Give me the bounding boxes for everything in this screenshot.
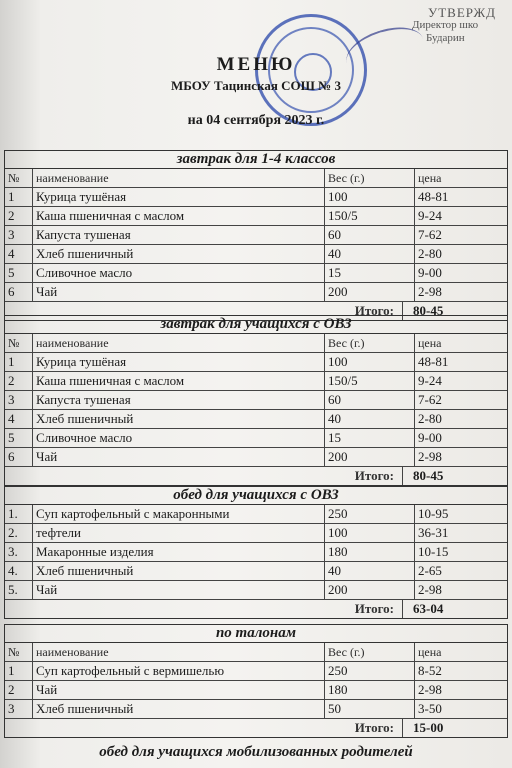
row-weight: 250 <box>325 662 415 680</box>
section-title: обед для учащихся с ОВЗ <box>5 487 507 505</box>
section-coupons <box>4 624 508 738</box>
table-row <box>5 372 507 391</box>
row-num: 5 <box>5 429 33 447</box>
table-row <box>5 391 507 410</box>
row-num: 1 <box>5 662 33 680</box>
section-breakfast-ovz <box>4 315 508 486</box>
section-title: завтрак для 1-4 классов <box>5 151 507 169</box>
col-name-header: наименование <box>33 334 325 352</box>
row-num: 2 <box>5 372 33 390</box>
menu-title: МЕНЮ <box>216 54 296 75</box>
row-num: 3 <box>5 700 33 718</box>
row-name: Чай <box>33 581 325 599</box>
total-value: 80-45 <box>413 303 444 318</box>
row-name: Макаронные изделия <box>33 543 325 561</box>
row-name: Курица тушёная <box>33 188 325 206</box>
col-weight-header: Вес (г.) <box>325 169 415 187</box>
total-row <box>5 467 507 485</box>
row-weight: 250 <box>325 505 415 523</box>
row-name: Суп картофельный с вермишелью <box>33 662 325 680</box>
table-row <box>5 188 507 207</box>
row-weight: 60 <box>325 391 415 409</box>
row-name: Каша пшеничная с маслом <box>33 372 325 390</box>
section-breakfast-1-4 <box>4 150 508 321</box>
row-num: 6 <box>5 448 33 466</box>
table-row <box>5 410 507 429</box>
row-num: 5 <box>5 264 33 282</box>
row-weight: 60 <box>325 226 415 244</box>
section-lunch-ovz <box>4 486 508 619</box>
row-price: 48-81 <box>418 354 449 369</box>
row-weight: 15 <box>325 429 415 447</box>
row-weight: 150/5 <box>325 372 415 390</box>
table-row <box>5 353 507 372</box>
col-num-header: № <box>5 169 33 187</box>
row-weight: 180 <box>325 543 415 561</box>
section-title: завтрак для учащихся с ОВЗ <box>5 316 507 334</box>
approval-title: УТВЕРЖД <box>428 5 497 20</box>
row-price: 9-24 <box>418 208 442 223</box>
table-row <box>5 264 507 283</box>
row-name: Капуста тушеная <box>33 226 325 244</box>
table-row <box>5 581 507 600</box>
row-num: 3 <box>5 226 33 244</box>
row-price: 8-52 <box>418 663 442 678</box>
row-price: 9-00 <box>418 265 442 280</box>
row-price: 2-65 <box>418 563 442 578</box>
table-row <box>5 226 507 245</box>
col-price-header: цена <box>418 645 442 659</box>
row-price: 7-62 <box>418 392 442 407</box>
total-label: Итого: <box>314 600 403 618</box>
row-num: 2 <box>5 207 33 225</box>
row-name: Сливочное масло <box>33 429 325 447</box>
table-row <box>5 662 507 681</box>
total-row <box>5 719 507 737</box>
table-row <box>5 543 507 562</box>
school-name: МБОУ Тацинская СОШ № 3 <box>171 78 341 93</box>
col-name-header: наименование <box>33 169 325 187</box>
row-num: 3. <box>5 543 33 561</box>
table-header <box>5 643 507 662</box>
row-price: 9-00 <box>418 430 442 445</box>
table-row <box>5 524 507 543</box>
row-price: 2-98 <box>418 284 442 299</box>
total-label: Итого: <box>314 719 403 737</box>
total-label: Итого: <box>314 302 403 320</box>
row-num: 3 <box>5 391 33 409</box>
row-name: Чай <box>33 681 325 699</box>
row-weight: 150/5 <box>325 207 415 225</box>
row-price: 2-80 <box>418 411 442 426</box>
row-weight: 15 <box>325 264 415 282</box>
row-price: 3-50 <box>418 701 442 716</box>
row-weight: 200 <box>325 581 415 599</box>
col-weight-header: Вес (г.) <box>325 334 415 352</box>
table-row <box>5 562 507 581</box>
row-weight: 40 <box>325 562 415 580</box>
row-name: Хлеб пшеничный <box>33 700 325 718</box>
row-num: 4 <box>5 245 33 263</box>
total-value: 15-00 <box>413 720 444 735</box>
col-price-header: цена <box>418 171 442 185</box>
row-weight: 40 <box>325 245 415 263</box>
table-row <box>5 245 507 264</box>
row-num: 6 <box>5 283 33 301</box>
row-name: Хлеб пшеничный <box>33 410 325 428</box>
row-weight: 100 <box>325 524 415 542</box>
row-num: 2. <box>5 524 33 542</box>
row-num: 1 <box>5 188 33 206</box>
col-name-header: наименование <box>33 643 325 661</box>
total-label: Итого: <box>314 467 403 485</box>
row-name: тефтели <box>33 524 325 542</box>
row-name: Курица тушёная <box>33 353 325 371</box>
table-row <box>5 207 507 226</box>
row-name: Хлеб пшеничный <box>33 245 325 263</box>
row-num: 5. <box>5 581 33 599</box>
row-name: Сливочное масло <box>33 264 325 282</box>
row-price: 10-95 <box>418 506 449 521</box>
table-row <box>5 283 507 302</box>
row-name: Каша пшеничная с маслом <box>33 207 325 225</box>
row-num: 4 <box>5 410 33 428</box>
row-name: Капуста тушеная <box>33 391 325 409</box>
row-name: Чай <box>33 448 325 466</box>
approval-line-2: Бударин <box>426 32 465 44</box>
col-weight-header: Вес (г.) <box>325 643 415 661</box>
row-weight: 200 <box>325 448 415 466</box>
row-price: 2-98 <box>418 682 442 697</box>
row-name: Хлеб пшеничный <box>33 562 325 580</box>
approval-line-1: Директор шко <box>412 19 479 31</box>
row-name: Чай <box>33 283 325 301</box>
row-price: 7-62 <box>418 227 442 242</box>
col-price-header: цена <box>418 336 442 350</box>
table-header <box>5 169 507 188</box>
table-row <box>5 429 507 448</box>
table-row <box>5 681 507 700</box>
table-row <box>5 448 507 467</box>
section-title: по талонам <box>5 625 507 643</box>
table-row <box>5 505 507 524</box>
col-num-header: № <box>5 643 33 661</box>
approval-block <box>412 6 512 45</box>
row-weight: 180 <box>325 681 415 699</box>
row-price: 36-31 <box>418 525 449 540</box>
row-price: 10-15 <box>418 544 449 559</box>
total-value: 63-04 <box>413 601 444 616</box>
row-price: 2-98 <box>418 582 442 597</box>
row-num: 2 <box>5 681 33 699</box>
menu-date: на 04 сентября 2023 г. <box>187 113 325 128</box>
row-price: 9-24 <box>418 373 442 388</box>
row-num: 1. <box>5 505 33 523</box>
row-weight: 50 <box>325 700 415 718</box>
total-value: 80-45 <box>413 468 444 483</box>
row-num: 1 <box>5 353 33 371</box>
row-num: 4. <box>5 562 33 580</box>
footer-section-title: обед для учащихся мобилизованных родителей <box>99 744 413 760</box>
table-row <box>5 700 507 719</box>
table-header <box>5 334 507 353</box>
col-num-header: № <box>5 334 33 352</box>
row-price: 2-80 <box>418 246 442 261</box>
row-price: 48-81 <box>418 189 449 204</box>
row-weight: 100 <box>325 353 415 371</box>
row-weight: 40 <box>325 410 415 428</box>
row-weight: 200 <box>325 283 415 301</box>
row-price: 2-98 <box>418 449 442 464</box>
row-weight: 100 <box>325 188 415 206</box>
row-name: Суп картофельный с макаронными <box>33 505 325 523</box>
total-row <box>5 600 507 618</box>
